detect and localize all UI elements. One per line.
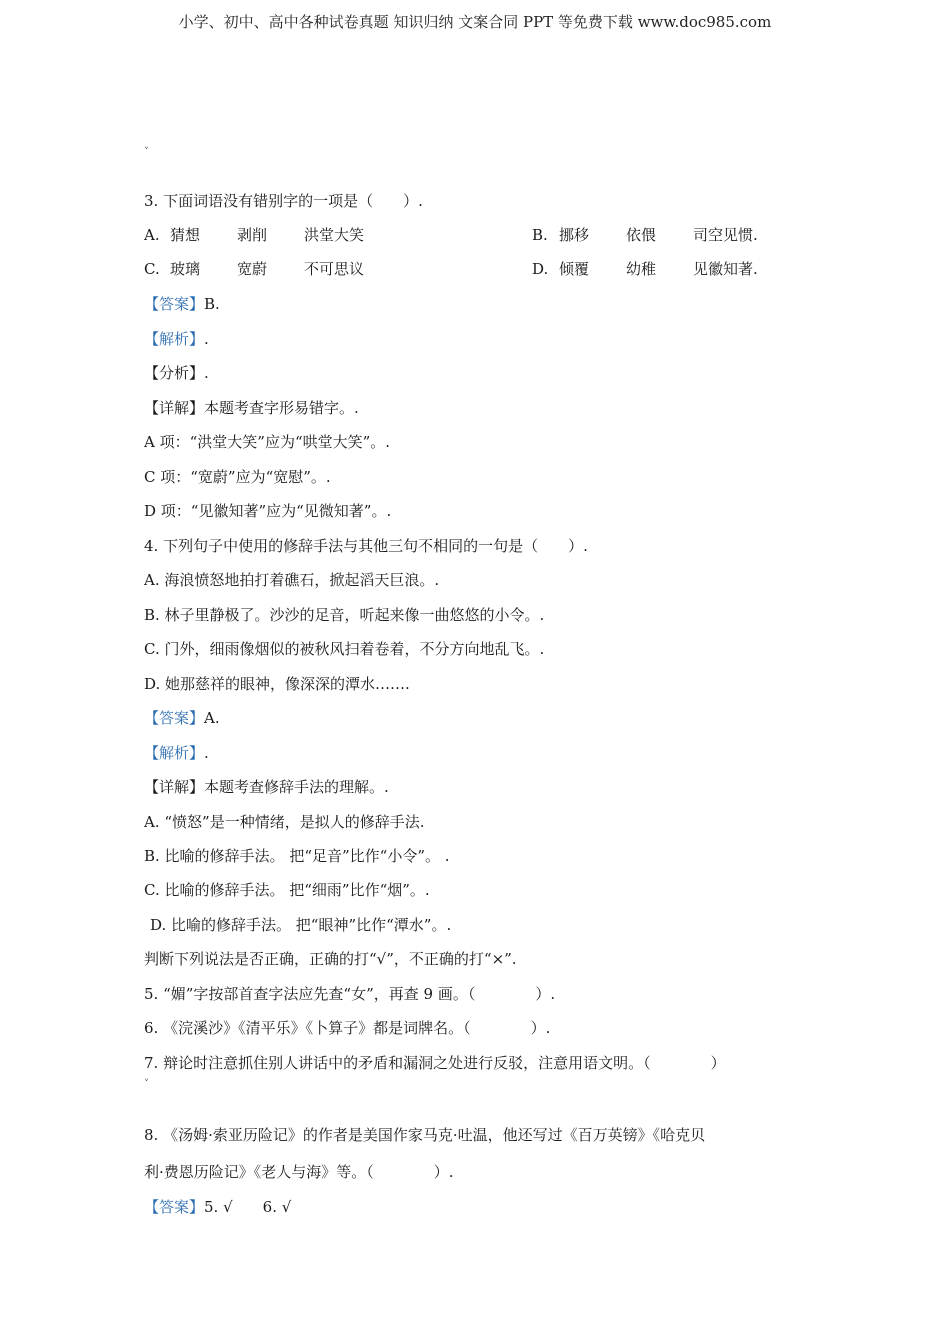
q3-explain-d: D 项：“见徽知著”应为“见微知著”。. (144, 502, 392, 520)
detail-value: 本题考查修辞手法的理解。. (204, 778, 389, 796)
q3-explain-c: C 项：“宽蔚”应为“宽慰”。. (144, 468, 331, 486)
q7: 7. 辩论时注意抓住别人讲话中的矛盾和漏洞之处进行反驳，注意用语文明。（ ） (144, 1054, 726, 1072)
q3-option-d-word1: 倾覆 (559, 260, 590, 278)
page-header: 小学、初中、高中各种试卷真题 知识归纳 文案合同 PPT 等免费下载 www.doc985.com (178, 13, 772, 31)
q3-option-c-word1: 玻璃 (170, 260, 201, 278)
q4-option-c: C. 门外，细雨像烟似的被秋风扫着卷着，不分方向地乱飞。. (144, 640, 545, 658)
q4-answer (144, 708, 220, 728)
q3-option-a-word2: 剥削 (237, 226, 268, 244)
q3-option-c-label: C. (144, 260, 160, 278)
answer-value: 5. √ 6. √ (204, 1198, 292, 1216)
answer-value: B. (204, 295, 220, 313)
q3-option-b-word2: 依偎 (626, 226, 657, 244)
analysis-tag: 【解析】 (144, 744, 205, 762)
q3-answer (144, 294, 220, 314)
judge-intro: 判断下列说法是否正确，正确的打“√”，不正确的打“×”. (144, 950, 517, 968)
q3-fenxi (144, 363, 209, 383)
answer-value: A. (204, 709, 220, 727)
q4-option-b: B. 林子里静极了。沙沙的足音，听起来像一曲悠悠的小令。. (144, 606, 545, 624)
q4-explain-c: C. 比喻的修辞手法。 把“细雨”比作“烟”。. (144, 881, 430, 899)
q4-stem: 4. 下列句子中使用的修辞手法与其他三句不相同的一句是（ ）. (144, 537, 588, 555)
fenxi-value: . (204, 364, 209, 382)
answer-tag: 【答案】 (144, 1198, 205, 1216)
q4-option-d: D. 她那慈祥的眼神，像深深的潭水……. (144, 675, 410, 693)
q5: 5. “媚”字按部首查字法应先查“女”，再查 9 画。（ ）. (144, 985, 556, 1003)
fenxi-tag: 【分析】 (144, 364, 205, 382)
q4-explain-a: A. “愤怒”是一种情绪，是拟人的修辞手法. (144, 813, 425, 831)
analysis-value: . (204, 330, 209, 348)
detail-tag: 【详解】 (144, 778, 205, 796)
detail-value: 本题考查字形易错字。. (204, 399, 359, 417)
answer-tag: 【答案】 (144, 295, 205, 313)
q4-option-a: A. 海浪愤怒地拍打着礁石，掀起滔天巨浪。. (144, 571, 440, 589)
stray-mark: ˅ (144, 1079, 149, 1090)
q3-option-b-word1: 挪移 (559, 226, 590, 244)
stray-mark: ˅ (144, 147, 149, 158)
q3-explain-a: A 项：“洪堂大笑”应为“哄堂大笑”。. (144, 433, 391, 451)
q3-stem: 3. 下面词语没有错别字的一项是（ ）. (144, 192, 423, 210)
q8-line-1: 8. 《汤姆·索亚历险记》的作者是美国作家马克·吐温，他还写过《百万英镑》《哈克贝 (144, 1126, 706, 1144)
q4-explain-b: B. 比喻的修辞手法。 把“足音”比作“小令”。 . (144, 847, 450, 865)
q4-explain-d: D. 比喻的修辞手法。 把“眼神”比作“潭水”。. (150, 916, 452, 934)
q6: 6. 《浣溪沙》《清平乐》《卜算子》都是词牌名。（ ）. (144, 1019, 551, 1037)
detail-tag: 【详解】 (144, 399, 205, 417)
q3-option-d-word3: 见徽知著. (693, 260, 758, 278)
q4-detail (144, 777, 389, 797)
analysis-value: . (204, 744, 209, 762)
answer-tag: 【答案】 (144, 709, 205, 727)
q3-option-d-label: D. (532, 260, 549, 278)
q8-line-2: 利·费恩历险记》《老人与海》等。（ ）. (144, 1163, 454, 1181)
q3-option-a-word1: 猜想 (170, 226, 201, 244)
q3-option-a-label: A. (144, 226, 160, 244)
q3-option-c-word2: 宽蔚 (237, 260, 268, 278)
q3-option-a-word3: 洪堂大笑 (304, 226, 365, 244)
final-answer (144, 1197, 291, 1217)
q3-detail (144, 398, 359, 418)
analysis-tag: 【解析】 (144, 330, 205, 348)
q3-option-d-word2: 幼稚 (626, 260, 657, 278)
q3-analysis (144, 329, 209, 349)
q3-option-b-word3: 司空见惯. (693, 226, 758, 244)
q4-analysis (144, 743, 209, 763)
q3-option-b-label: B. (532, 226, 548, 244)
q3-option-c-word3: 不可思议 (304, 260, 365, 278)
